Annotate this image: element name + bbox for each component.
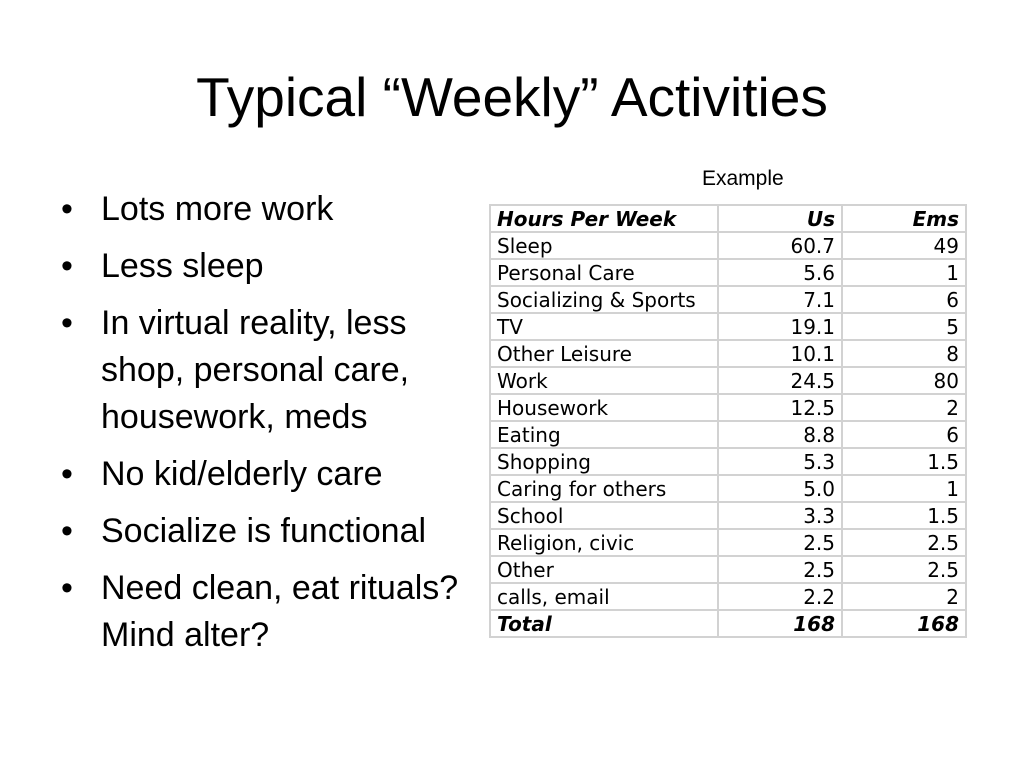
cell-activity: Work: [490, 367, 718, 394]
example-caption: Example: [702, 167, 784, 190]
bullet-dot-icon: •: [61, 569, 73, 607]
cell-us: 60.7: [718, 232, 842, 259]
bullet-item: [58, 300, 498, 441]
table-row: [490, 502, 966, 529]
cell-us: 3.3: [718, 502, 842, 529]
cell-ems: 8: [842, 340, 966, 367]
cell-ems: 5: [842, 313, 966, 340]
cell-activity: Housework: [490, 394, 718, 421]
bullet-dot-icon: •: [61, 247, 73, 285]
cell-us: 2.5: [718, 529, 842, 556]
cell-ems: 2: [842, 583, 966, 610]
table-row: [490, 259, 966, 286]
table-row: [490, 556, 966, 583]
cell-us: 5.6: [718, 259, 842, 286]
cell-ems: 49: [842, 232, 966, 259]
total-ems: 168: [842, 610, 966, 637]
cell-activity: Sleep: [490, 232, 718, 259]
table-row: [490, 286, 966, 313]
cell-us: 8.8: [718, 421, 842, 448]
cell-activity: Other Leisure: [490, 340, 718, 367]
cell-ems: 80: [842, 367, 966, 394]
cell-us: 2.2: [718, 583, 842, 610]
cell-us: 12.5: [718, 394, 842, 421]
cell-activity: Shopping: [490, 448, 718, 475]
cell-ems: 2.5: [842, 529, 966, 556]
bullet-item: [58, 565, 498, 659]
cell-activity: TV: [490, 313, 718, 340]
bullet-text: Less sleep: [101, 247, 264, 285]
cell-us: 2.5: [718, 556, 842, 583]
bullet-text: Lots more work: [101, 190, 334, 228]
table-row: [490, 475, 966, 502]
cell-ems: 2.5: [842, 556, 966, 583]
cell-ems: 6: [842, 286, 966, 313]
table-row: [490, 394, 966, 421]
table-row: [490, 367, 966, 394]
bullet-dot-icon: •: [61, 455, 73, 493]
table-header-row: [490, 205, 966, 232]
cell-ems: 2: [842, 394, 966, 421]
cell-activity: School: [490, 502, 718, 529]
cell-us: 5.3: [718, 448, 842, 475]
cell-activity: calls, email: [490, 583, 718, 610]
slide-title: Typical “Weekly” Activities: [196, 66, 828, 128]
header-ems: Ems: [842, 205, 966, 232]
table-row: [490, 448, 966, 475]
header-activity: Hours Per Week: [490, 205, 718, 232]
table-row: [490, 421, 966, 448]
cell-activity: Socializing & Sports: [490, 286, 718, 313]
bullet-item: [58, 451, 498, 498]
hours-table: [489, 204, 967, 638]
cell-ems: 1: [842, 259, 966, 286]
cell-us: 5.0: [718, 475, 842, 502]
bullet-list: [58, 186, 498, 669]
table-total-row: [490, 610, 966, 637]
table-row: [490, 340, 966, 367]
cell-us: 19.1: [718, 313, 842, 340]
bullet-text: Need clean, eat rituals? Mind alter?: [101, 569, 459, 654]
cell-ems: 1.5: [842, 448, 966, 475]
bullet-dot-icon: •: [61, 512, 73, 550]
cell-ems: 6: [842, 421, 966, 448]
cell-us: 10.1: [718, 340, 842, 367]
bullet-item: [58, 508, 498, 555]
cell-us: 24.5: [718, 367, 842, 394]
header-us: Us: [718, 205, 842, 232]
cell-activity: Caring for others: [490, 475, 718, 502]
cell-ems: 1.5: [842, 502, 966, 529]
table-row: [490, 313, 966, 340]
bullet-text: In virtual reality, less shop, personal care, housework, meds: [101, 304, 410, 436]
bullet-text: No kid/elderly care: [101, 455, 383, 493]
cell-activity: Religion, civic: [490, 529, 718, 556]
table-row: [490, 583, 966, 610]
bullet-text: Socialize is functional: [101, 512, 427, 550]
total-label: Total: [490, 610, 718, 637]
cell-activity: Eating: [490, 421, 718, 448]
bullet-item: [58, 186, 498, 233]
cell-ems: 1: [842, 475, 966, 502]
cell-activity: Other: [490, 556, 718, 583]
bullet-dot-icon: •: [61, 190, 73, 228]
bullet-item: [58, 243, 498, 290]
total-us: 168: [718, 610, 842, 637]
cell-us: 7.1: [718, 286, 842, 313]
table-row: [490, 232, 966, 259]
cell-activity: Personal Care: [490, 259, 718, 286]
bullet-dot-icon: •: [61, 304, 73, 342]
table-body: [490, 232, 966, 637]
table-row: [490, 529, 966, 556]
